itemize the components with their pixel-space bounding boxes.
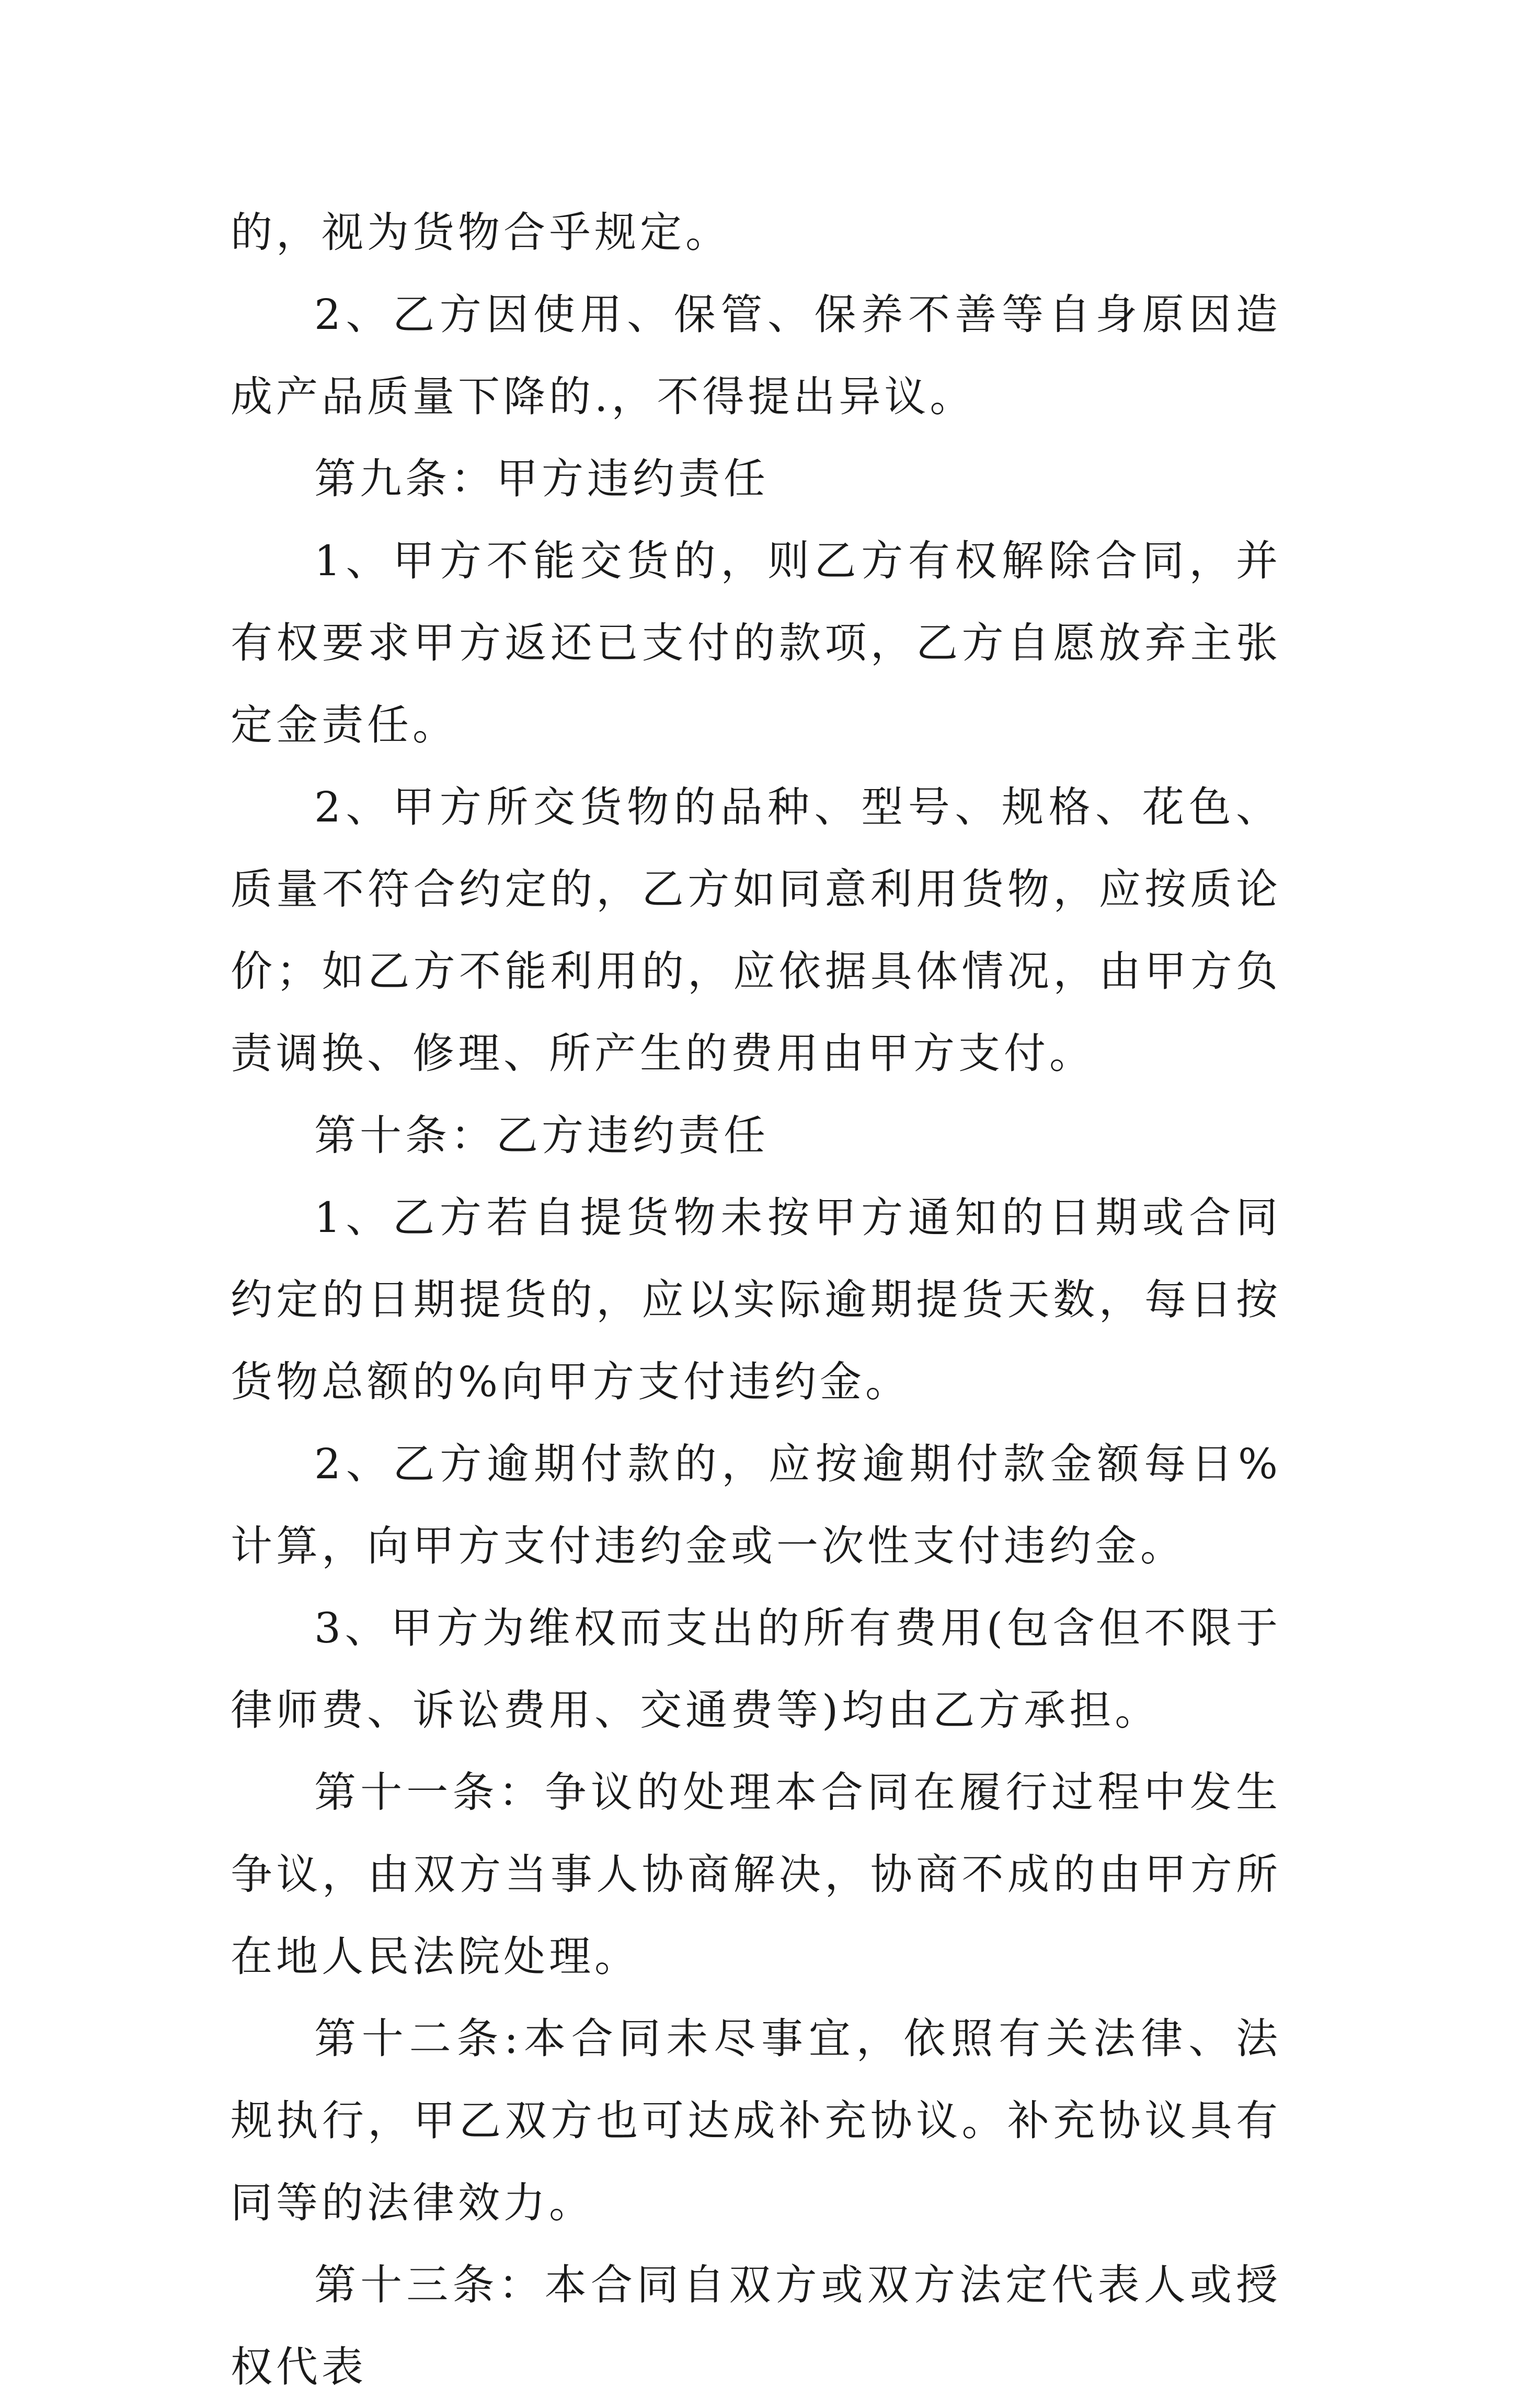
article-11-dispute: 第十一条：争议的处理本合同在履行过程中发生争议，由双方当事人协商解决，协商不成的由甲方所在地人民法院处理。 (231, 1768, 1281, 1981)
article-9-heading: 第九条：甲方违约责任 (314, 454, 769, 503)
article-10-heading: 第十条：乙方违约责任 (314, 1111, 769, 1160)
article-10-clause-3: 3、甲方为维权而支出的所有费用(包含但不限于律师费、诉讼费用、交通费等)均由乙方承担。 (231, 1604, 1281, 1734)
article-10-clause-2: 2、乙方逾期付款的，应按逾期付款金额每日%计算，向甲方支付违约金或一次性支付违约金。 (231, 1440, 1281, 1570)
article-13-effective: 第十三条：本合同自双方或双方法定代表人或授权代表 (231, 2261, 1281, 2391)
article-10-clause-1: 1、乙方若自提货物未按甲方通知的日期或合同约定的日期提货的，应以实际逾期提货天数，每日按货物总额的%向甲方支付违约金。 (231, 1193, 1281, 1406)
paragraph-continuation: 的，视为货物合乎规定。 (231, 208, 731, 257)
paragraph-quality-objection: 2、乙方因使用、保管、保养不善等自身原因造成产品质量下降的.，不得提出异议。 (231, 290, 1281, 421)
article-12-supplement: 第十二条:本合同未尽事宜，依照有关法律、法规执行，甲乙双方也可达成补充协议。补充协议具有同等的法律效力。 (231, 2014, 1281, 2227)
article-9-clause-1: 1、甲方不能交货的，则乙方有权解除合同，并有权要求甲方返还已支付的款项，乙方自愿放弃主张定金责任。 (231, 537, 1281, 749)
contract-body (231, 191, 1281, 2408)
article-9-clause-2: 2、甲方所交货物的品种、型号、规格、花色、质量不符合约定的，乙方如同意利用货物，应按质论价；如乙方不能利用的，应依据具体情况，由甲方负责调换、修理、所产生的费用由甲方支付。 (231, 783, 1281, 1078)
